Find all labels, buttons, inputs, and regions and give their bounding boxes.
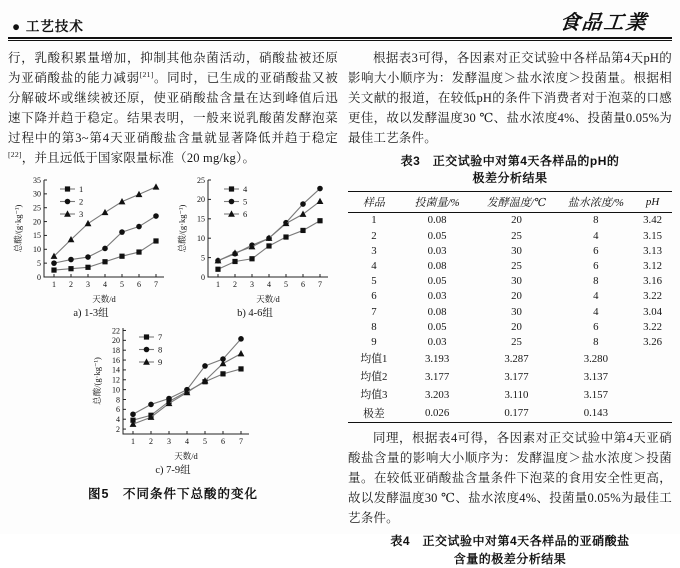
table-cell: 0.05: [427, 275, 447, 288]
svg-text:14: 14: [112, 365, 120, 375]
table-cell: 3.22: [643, 320, 662, 333]
svg-text:10: 10: [33, 245, 41, 255]
table3-title-line1: 表3 正交试验中对第4天各样品的pH的: [400, 154, 620, 168]
table-cell: 8: [593, 275, 599, 288]
svg-text:22: 22: [112, 326, 120, 336]
table-cell: 3.157: [583, 388, 608, 401]
table-cell: 3.280: [583, 352, 608, 365]
svg-text:30: 30: [33, 189, 41, 199]
svg-text:5: 5: [203, 437, 207, 446]
svg-text:总酸/(g·kg⁻¹): 总酸/(g·kg⁻¹): [92, 357, 102, 405]
svg-text:总酸/(g·kg⁻¹): 总酸/(g·kg⁻¹): [177, 204, 187, 253]
table-row: [348, 243, 672, 258]
chart-group-1-3: [10, 174, 172, 320]
line-chart-svg: [87, 322, 259, 462]
right-column: [348, 48, 672, 568]
journal-logo: 食品工業: [558, 12, 649, 34]
table3-column-header: 样品: [348, 191, 400, 212]
table4-title-line2: 含量的极差分析结果: [453, 551, 567, 566]
page-header: [8, 6, 672, 35]
svg-text:2: 2: [149, 437, 153, 446]
table3-column-header: pH: [633, 191, 672, 212]
table-row: [348, 289, 672, 304]
table3-title: [348, 153, 672, 188]
table-cell: 3.22: [643, 290, 662, 303]
table-cell: 0.143: [559, 404, 634, 423]
svg-text:8: 8: [158, 344, 163, 355]
figure-5: [8, 174, 338, 502]
svg-text:1: 1: [131, 437, 135, 446]
svg-text:6: 6: [243, 209, 248, 219]
svg-text:35: 35: [33, 175, 41, 185]
body-paragraph-right-1: 根据表3可得，各因素对正交试验中各样品第4天pH的影响大小顺序为：发酵温度＞盐水浓度＞投菌量。根据相关文献的报道，在较低pH的条件下消费者对于泡菜的口感更佳，故以发酵温度30 ℃、盐水浓度4%、投菌量0.05%为最佳工艺条件。: [348, 51, 672, 145]
table3-column-header: 发酵温度/℃: [474, 191, 558, 212]
table-cell: 3.177: [504, 370, 529, 383]
line-chart-svg: [10, 174, 172, 305]
svg-text:6: 6: [116, 405, 120, 415]
table-cell: 0.03: [427, 244, 447, 257]
table-cell: 3.15: [643, 229, 662, 242]
citation-superscript: [21]: [139, 69, 154, 79]
svg-text:1: 1: [216, 280, 220, 289]
table-cell: 7: [371, 305, 377, 318]
table-cell: 4: [593, 229, 599, 242]
svg-text:总酸/(g·kg⁻¹): 总酸/(g·kg⁻¹): [13, 204, 23, 253]
chart-sublabel-c: c) 7-9组: [155, 465, 191, 476]
table-cell: 3: [371, 244, 377, 257]
chart-row-top: [8, 174, 338, 320]
svg-text:6: 6: [137, 280, 141, 289]
svg-text:5: 5: [284, 280, 288, 289]
svg-text:7: 7: [158, 332, 163, 342]
figure-caption: 图5 不同条件下总酸的变化: [88, 487, 258, 501]
table-cell: 4: [593, 305, 599, 318]
svg-text:15: 15: [33, 231, 41, 241]
text-run: 。同时，已生成的亚硝酸盐又被分解破坏或继续被还原，使亚硝酸盐含量在达到峰值后迅速下降并趋于稳定。结果表明，一般来说乳酸菌发酵泡菜过程中的第3~第4天亚硝酸盐含量就显著降低并趋于稳定: [8, 71, 338, 145]
table-cell: 3.110: [504, 388, 529, 401]
table-cell: 6: [593, 244, 599, 257]
chart-row-bottom: [8, 322, 338, 477]
table-row: [348, 258, 672, 273]
svg-text:0: 0: [37, 272, 41, 282]
svg-text:3: 3: [250, 280, 254, 289]
table-cell: [633, 404, 672, 423]
svg-text:25: 25: [197, 175, 205, 185]
svg-text:4: 4: [185, 437, 189, 446]
svg-text:5: 5: [201, 253, 205, 263]
table-cell: 6: [593, 320, 599, 333]
table-cell: 4: [593, 290, 599, 303]
table-cell: 6: [593, 259, 599, 272]
table-cell: 30: [511, 275, 522, 288]
table-cell: 30: [511, 244, 522, 257]
table-cell: 20: [511, 290, 522, 303]
table-cell: 3.203: [424, 388, 450, 401]
table-row: [348, 386, 672, 404]
table-cell: 8: [371, 320, 377, 333]
table-cell: 30: [511, 305, 522, 318]
svg-text:1: 1: [52, 280, 56, 289]
table-cell: 5: [371, 275, 377, 288]
table-cell: 0.08: [427, 305, 447, 318]
table-cell: [633, 368, 672, 386]
table-cell: 0.03: [427, 335, 447, 348]
table3-column-header: 盐水浓度/%: [559, 191, 634, 212]
svg-text:2: 2: [69, 280, 73, 289]
table-cell: 9: [371, 335, 377, 348]
svg-text:天数/d: 天数/d: [256, 294, 280, 304]
table-cell: 3.26: [643, 335, 662, 348]
svg-text:7: 7: [318, 280, 322, 289]
table-cell: 3.193: [424, 352, 450, 365]
table3-title-line2: 极差分析结果: [472, 171, 548, 186]
table-cell: 3.42: [643, 214, 662, 227]
svg-text:4: 4: [103, 280, 107, 289]
table-cell: 极差: [348, 404, 400, 423]
body-paragraph-right-2: 同理，根据表4可得，各因素对正交试验中第4天亚硝酸盐含量的影响大小顺序为：发酵温度＞盐水浓度＞投菌量。在较低亚硝酸盐含量条件下泡菜的食用安全性更高，故以发酵温度30 ℃、盐水浓度4%、投菌量0.05%为最佳工艺条件。: [348, 431, 672, 526]
table-cell: 3.287: [504, 352, 529, 365]
svg-text:3: 3: [86, 280, 90, 289]
chart-group-4-6: [174, 174, 336, 320]
table-cell: 8: [593, 214, 599, 227]
table3-header: [348, 191, 672, 212]
table-cell: 0.08: [427, 259, 447, 272]
table-cell: 0.026: [400, 404, 475, 423]
table-cell: 0.08: [427, 214, 447, 227]
svg-text:18: 18: [112, 345, 120, 355]
table-cell: [633, 349, 672, 367]
two-column-body: [8, 48, 672, 568]
table-cell: 25: [511, 229, 522, 242]
svg-text:8: 8: [116, 395, 120, 405]
table-cell: 2: [371, 229, 377, 242]
table-row: [348, 319, 672, 334]
table-cell: 0.05: [427, 320, 447, 333]
section-label: ● 工艺技术: [12, 19, 84, 34]
table-cell: 均值3: [360, 389, 388, 402]
table-cell: 均值2: [360, 371, 388, 384]
svg-text:4: 4: [267, 280, 271, 289]
table-row: [348, 334, 672, 349]
table-cell: 均值1: [360, 353, 388, 366]
table-row: [348, 404, 672, 423]
svg-text:2: 2: [116, 424, 120, 434]
svg-text:6: 6: [221, 437, 225, 446]
table-cell: 25: [511, 259, 522, 272]
svg-text:3: 3: [79, 209, 84, 219]
table3-column-header: 投菌量/%: [400, 191, 475, 212]
table-cell: 3.13: [643, 244, 662, 257]
svg-text:4: 4: [116, 415, 120, 425]
table-cell: [633, 386, 672, 404]
svg-text:10: 10: [112, 385, 120, 395]
svg-text:2: 2: [79, 196, 84, 207]
svg-text:4: 4: [243, 184, 248, 194]
svg-text:10: 10: [197, 234, 205, 243]
svg-text:5: 5: [37, 258, 41, 268]
left-column: [8, 48, 338, 568]
chart-sublabel-b: b) 4-6组: [237, 308, 273, 319]
table-cell: 3.137: [583, 370, 608, 383]
table-cell: 6: [371, 290, 377, 303]
svg-text:2: 2: [233, 280, 237, 289]
table-cell: 25: [511, 335, 522, 348]
table-cell: 8: [593, 335, 599, 348]
table-row: [348, 274, 672, 289]
table4-title: [348, 533, 672, 568]
table-cell: 1: [371, 214, 377, 227]
svg-text:7: 7: [154, 280, 158, 289]
table-cell: 3.16: [643, 275, 662, 288]
table-cell: 4: [371, 259, 377, 272]
svg-text:20: 20: [197, 195, 205, 205]
header-rule: [8, 37, 672, 41]
table-cell: 3.12: [643, 259, 662, 272]
table-row: [348, 349, 672, 367]
svg-text:16: 16: [112, 355, 120, 365]
text-run: 行，乳酸积累量增加，抑制其他杂菌活动，硝酸盐被还原为亚硝酸盐的能力减弱: [8, 51, 338, 85]
svg-text:20: 20: [112, 336, 120, 346]
svg-text:20: 20: [33, 217, 41, 227]
table-cell: 20: [511, 320, 522, 333]
table-cell: 20: [511, 214, 522, 227]
table3: [348, 191, 672, 423]
svg-text:7: 7: [239, 437, 243, 446]
table-row: [348, 368, 672, 386]
svg-text:0: 0: [201, 272, 205, 282]
svg-text:5: 5: [120, 280, 124, 289]
table-row: [348, 304, 672, 319]
table-cell: 0.03: [427, 290, 447, 303]
svg-text:15: 15: [197, 214, 205, 224]
svg-text:25: 25: [33, 203, 41, 213]
table-row: [348, 212, 672, 228]
table4-title-line1: 表4 正交试验中对第4天各样品的亚硝酸盐: [390, 534, 630, 549]
table-cell: 3.177: [424, 370, 450, 383]
table-cell: 0.05: [427, 229, 447, 242]
text-run: ，并且远低于国家限量标准（20 mg/kg）。: [21, 151, 256, 165]
table-cell: 3.04: [643, 305, 662, 318]
chart-sublabel-a: a) 1-3组: [73, 308, 109, 319]
body-paragraph-left: [8, 48, 338, 168]
svg-text:3: 3: [167, 437, 171, 446]
chart-group-7-9: [87, 322, 259, 477]
svg-text:9: 9: [158, 357, 163, 367]
svg-text:1: 1: [79, 184, 84, 194]
citation-superscript: [22]: [8, 149, 22, 159]
svg-text:天数/d: 天数/d: [174, 451, 198, 461]
table-cell: 0.177: [474, 404, 558, 423]
line-chart-svg: [174, 174, 336, 305]
svg-text:天数/d: 天数/d: [92, 294, 116, 304]
svg-text:5: 5: [243, 196, 248, 207]
table-row: [348, 228, 672, 243]
svg-text:12: 12: [112, 375, 120, 385]
svg-text:6: 6: [301, 280, 305, 289]
